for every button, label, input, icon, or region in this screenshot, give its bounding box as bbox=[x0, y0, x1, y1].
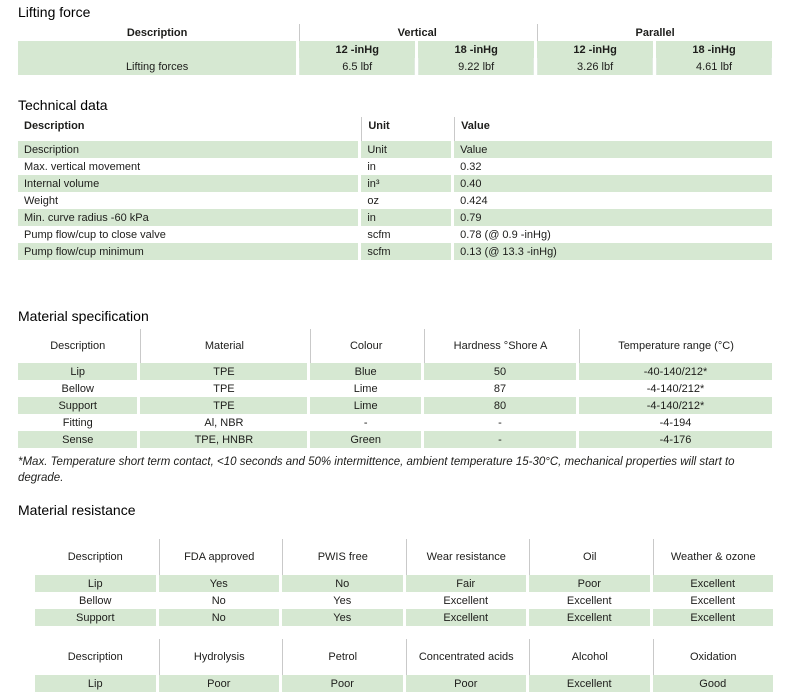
table-cell: 0.32 bbox=[460, 160, 482, 173]
table-cell: 3.26 lbf bbox=[537, 58, 653, 75]
table-cell: 0.78 (@ 0.9 -inHg) bbox=[460, 228, 551, 241]
table-cell: Excellent bbox=[566, 594, 612, 607]
table-cell: 0.424 bbox=[460, 194, 488, 207]
column-header: 12 -inHg bbox=[299, 41, 415, 58]
table-cell: Sense bbox=[18, 431, 137, 448]
table-cell: Bellow bbox=[79, 594, 112, 607]
material-resistance-2-table-body bbox=[35, 675, 773, 692]
table-row bbox=[18, 243, 772, 260]
technical-data-table bbox=[15, 117, 775, 260]
column-header: Wear resistance bbox=[406, 539, 527, 575]
table-cell: Pump flow/cup minimum bbox=[18, 243, 358, 260]
column-header: Description bbox=[67, 550, 123, 563]
material-resistance-1-header-row bbox=[35, 539, 773, 575]
column-header: Hydrolysis bbox=[159, 639, 280, 675]
column-header bbox=[18, 41, 296, 58]
column-header: 18 -inHg bbox=[418, 41, 534, 58]
table-row bbox=[18, 192, 772, 209]
table-cell: Weight bbox=[24, 194, 59, 207]
table-cell: Poor bbox=[406, 675, 527, 692]
table-row bbox=[18, 397, 772, 414]
column-header: Parallel bbox=[537, 24, 772, 41]
table-cell: Excellent bbox=[529, 675, 650, 692]
table-cell: in bbox=[361, 209, 451, 226]
table-cell: - bbox=[363, 416, 368, 429]
material-resistance-1-table-body bbox=[35, 575, 773, 626]
column-header: Alcohol bbox=[529, 639, 650, 675]
table-cell: Bellow bbox=[61, 382, 94, 395]
table-cell: Description bbox=[18, 141, 358, 158]
table-cell: 80 bbox=[424, 397, 576, 414]
table-cell: in bbox=[367, 160, 376, 173]
table-cell: Support bbox=[18, 397, 137, 414]
column-header: Concentrated acids bbox=[406, 639, 527, 675]
table-cell: Excellent bbox=[406, 609, 527, 626]
material-resistance-title: Material resistance bbox=[18, 502, 136, 518]
table-cell: Blue bbox=[310, 363, 421, 380]
table-cell: Lip bbox=[35, 675, 156, 692]
table-cell: Max. vertical movement bbox=[24, 160, 141, 173]
table-row bbox=[18, 58, 772, 75]
technical-data-table-body bbox=[18, 141, 772, 260]
table-row bbox=[18, 380, 772, 397]
table-cell: -40-140/212* bbox=[579, 363, 772, 380]
table-cell: Lime bbox=[310, 397, 421, 414]
table-cell: 0.40 bbox=[454, 175, 772, 192]
table-cell: Lip bbox=[18, 363, 137, 380]
table-cell: in³ bbox=[361, 175, 451, 192]
table-cell: Value bbox=[454, 141, 772, 158]
table-cell: Poor bbox=[529, 575, 650, 592]
lifting-force-subheader-row bbox=[18, 41, 772, 58]
temperature-footnote: *Max. Temperature short term contact, <10 seconds and 50% intermittence, ambient temperature 15-30°C, mechanical properties will start to degrade. bbox=[18, 456, 735, 484]
table-cell: 50 bbox=[424, 363, 576, 380]
table-cell: - bbox=[498, 416, 502, 429]
table-cell: -4-194 bbox=[659, 416, 692, 429]
table-cell: Poor bbox=[159, 675, 280, 692]
table-row bbox=[35, 592, 773, 609]
column-header: Colour bbox=[310, 329, 421, 363]
table-cell: Lip bbox=[35, 575, 156, 592]
lifting-force-title: Lifting force bbox=[18, 4, 91, 20]
column-header: Hardness °Shore A bbox=[424, 329, 576, 363]
table-cell: 87 bbox=[493, 382, 507, 395]
table-row bbox=[18, 175, 772, 192]
table-cell: Green bbox=[310, 431, 421, 448]
column-header: Description bbox=[50, 340, 106, 352]
table-cell: Yes bbox=[282, 609, 403, 626]
table-cell: 6.5 lbf bbox=[299, 58, 415, 75]
table-row bbox=[35, 675, 773, 692]
table-row bbox=[18, 431, 772, 448]
table-cell: -4-140/212* bbox=[579, 397, 772, 414]
column-header: Description bbox=[24, 120, 85, 132]
table-row bbox=[35, 575, 773, 592]
column-header: Weather & ozone bbox=[653, 539, 774, 575]
table-row bbox=[18, 158, 772, 175]
table-row bbox=[18, 226, 772, 243]
technical-data-header-row bbox=[18, 117, 772, 141]
table-cell: 4.61 lbf bbox=[656, 58, 772, 75]
table-cell: 0.79 bbox=[454, 209, 772, 226]
material-resistance-table-2 bbox=[32, 639, 776, 692]
table-cell: -4-176 bbox=[579, 431, 772, 448]
table-cell: Excellent bbox=[653, 575, 774, 592]
table-cell: Lime bbox=[353, 382, 378, 395]
table-cell: No bbox=[282, 575, 403, 592]
table-cell: Unit bbox=[361, 141, 451, 158]
table-cell: scfm bbox=[367, 228, 391, 241]
technical-data-title: Technical data bbox=[18, 97, 108, 113]
table-cell: TPE bbox=[140, 363, 307, 380]
table-cell: Yes bbox=[333, 594, 352, 607]
table-cell: - bbox=[424, 431, 576, 448]
column-header: Petrol bbox=[282, 639, 403, 675]
column-header: FDA approved bbox=[159, 539, 280, 575]
table-row bbox=[35, 609, 773, 626]
table-cell: Internal volume bbox=[18, 175, 358, 192]
column-header: Value bbox=[454, 117, 772, 141]
table-cell: Good bbox=[653, 675, 774, 692]
column-header: PWIS free bbox=[282, 539, 403, 575]
table-cell: Lifting forces bbox=[18, 58, 296, 75]
table-cell: No bbox=[159, 609, 280, 626]
table-cell: TPE bbox=[140, 397, 307, 414]
table-row bbox=[18, 141, 772, 158]
table-cell: Min. curve radius -60 kPa bbox=[18, 209, 358, 226]
table-cell: 0.13 (@ 13.3 -inHg) bbox=[454, 243, 772, 260]
column-header: Material bbox=[140, 329, 307, 363]
table-cell: Support bbox=[35, 609, 156, 626]
table-cell: Poor bbox=[282, 675, 403, 692]
column-header: Description bbox=[126, 26, 188, 39]
table-cell: -4-140/212* bbox=[646, 382, 705, 395]
column-header: Vertical bbox=[299, 24, 534, 41]
column-header: Oxidation bbox=[653, 639, 774, 675]
material-specification-table-body bbox=[18, 363, 772, 448]
table-cell: Excellent bbox=[443, 594, 489, 607]
table-cell: scfm bbox=[361, 243, 451, 260]
table-cell: Pump flow/cup to close valve bbox=[24, 228, 166, 241]
column-header: Unit bbox=[361, 117, 451, 141]
table-row bbox=[18, 414, 772, 431]
table-cell: oz bbox=[367, 194, 379, 207]
lifting-force-table bbox=[15, 24, 775, 75]
table-cell: No bbox=[211, 594, 226, 607]
table-cell: Excellent bbox=[690, 594, 736, 607]
material-specification-header-row bbox=[18, 329, 772, 363]
table-cell: Excellent bbox=[529, 609, 650, 626]
material-specification-table bbox=[15, 329, 775, 448]
column-header: 18 -inHg bbox=[656, 41, 772, 58]
lifting-force-group-header-row bbox=[18, 24, 772, 41]
table-cell: Excellent bbox=[653, 609, 774, 626]
column-header: Temperature range (°C) bbox=[579, 329, 772, 363]
material-resistance-2-header-row bbox=[35, 639, 773, 675]
lifting-force-table-body bbox=[18, 58, 772, 75]
column-header: 12 -inHg bbox=[537, 41, 653, 58]
table-cell: TPE bbox=[213, 382, 235, 395]
table-cell: 9.22 lbf bbox=[418, 58, 534, 75]
table-row bbox=[18, 209, 772, 226]
column-header: Oil bbox=[529, 539, 650, 575]
table-cell: Yes bbox=[159, 575, 280, 592]
table-row bbox=[18, 363, 772, 380]
table-cell: Fitting bbox=[62, 416, 93, 429]
table-cell: Al, NBR bbox=[204, 416, 244, 429]
table-cell: Fair bbox=[406, 575, 527, 592]
column-header: Description bbox=[67, 650, 123, 663]
material-resistance-table-1 bbox=[32, 539, 776, 626]
table-cell: TPE, HNBR bbox=[140, 431, 307, 448]
material-specification-title: Material specification bbox=[18, 308, 149, 324]
